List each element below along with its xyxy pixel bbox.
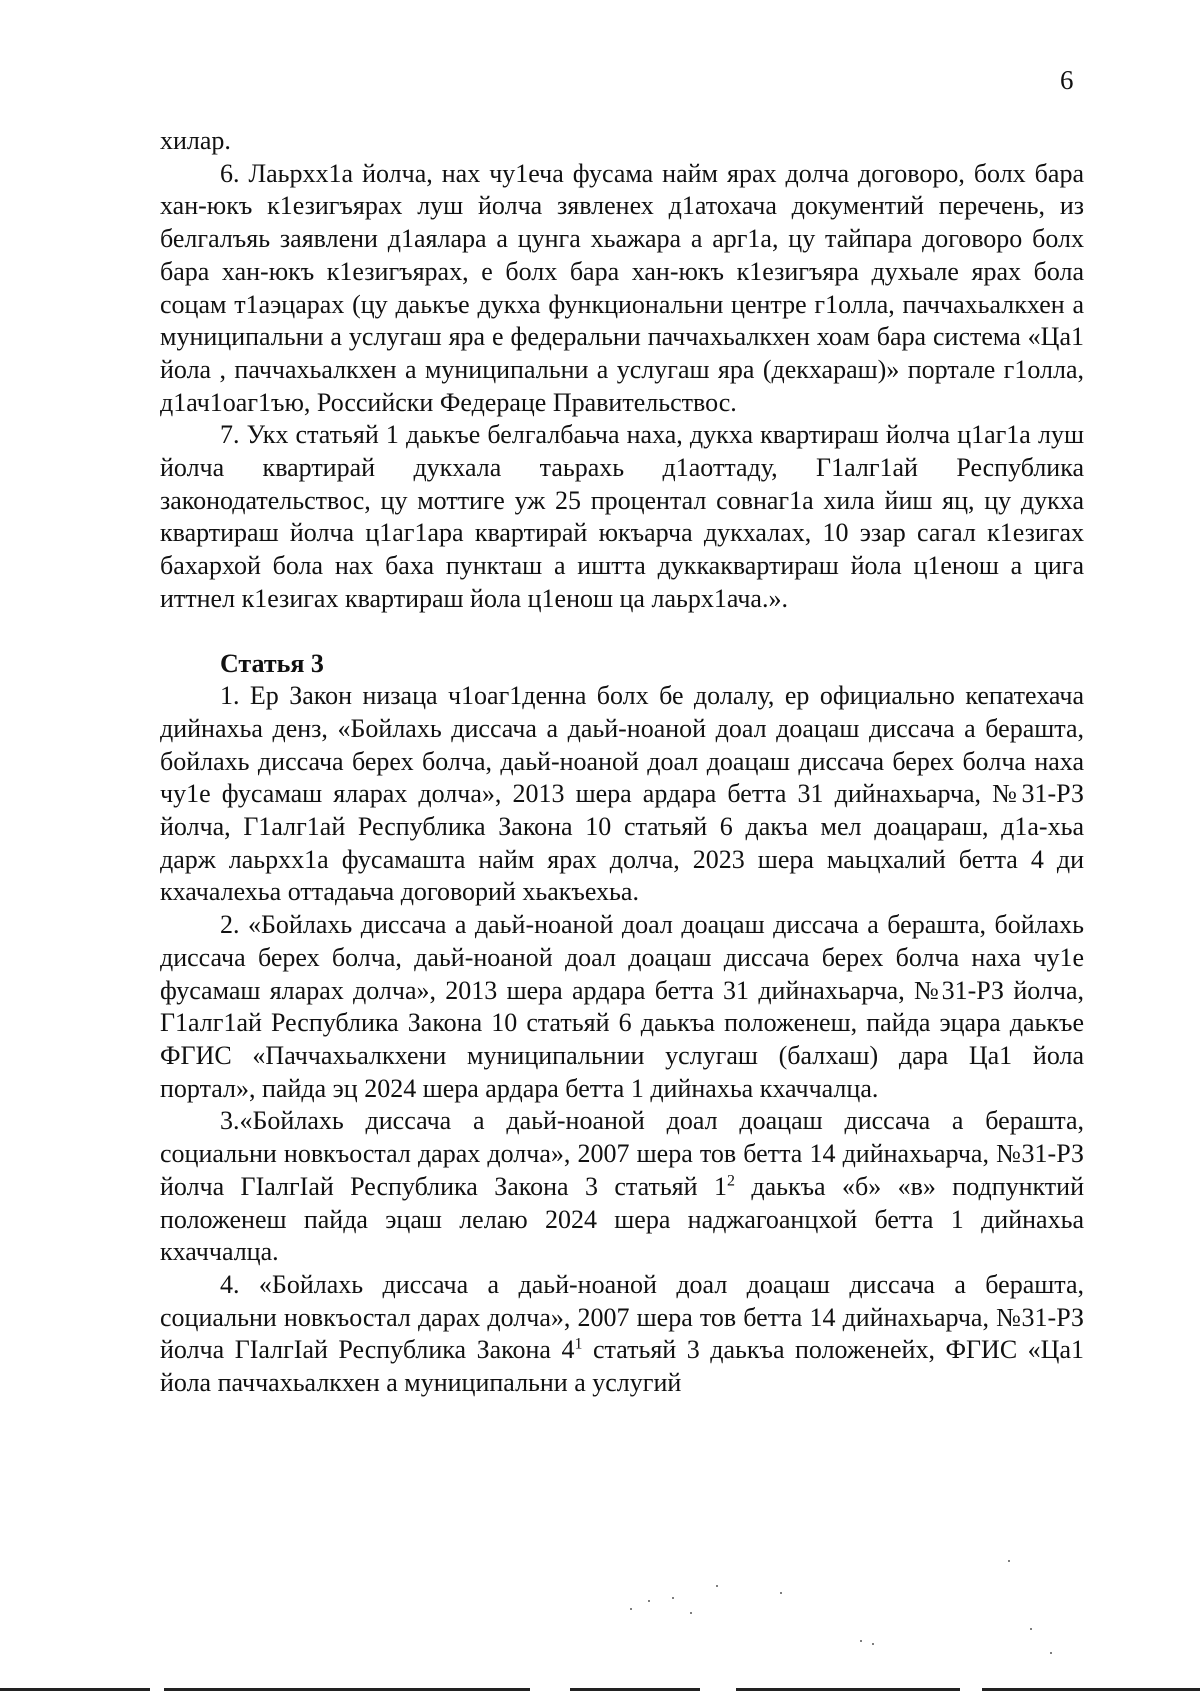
scan-edge-gap xyxy=(700,1686,736,1693)
article-3-item-3-text-rest: даькъа «б» «в» подпунктий положенеш пайда эцаш лелаю 2024 шера наджагоанцхой бетта 1 дийнахьа кхаччалца. xyxy=(160,1171,1085,1267)
scan-speck xyxy=(716,1585,718,1587)
article-3-item-2: 2. «Бойлахь диссача а даьй-ноаной доал доацаш диссача а берашта, бойлахь диссача берех болча, даьй-ноаной доал доацаш диссача берех болча наха чу1е фусамаш яларах долча», 2013 шера ардара бетта 31 дийнахьарча, №31-РЗ йолча, Г1алг1ай Республика Закона 10 статьяй 6 даькъа положенеш, пайда эцара даькъе ФГИС «Паччахьалкхени муниципальнии услугаш (балхаш) дара Ца1 йола портал», пайда эц 2024 шера ардара бетта 1 дийнахьа кхаччалца. xyxy=(160,910,1084,1103)
article-3-item-4 xyxy=(160,1269,1084,1400)
article-3-item-4-superscript: 1 xyxy=(574,1335,583,1353)
scan-speck xyxy=(630,1608,632,1610)
article-3-item-3-text: 3.«Бойлахь диссача а даьй-ноаной доал доацаш диссача а берашта, социальни новкъостал дарах долча», 2007 шера тов бетта 14 дийнахьарча, №31-РЗ йолча ГIалгIай Республика Закона 3 статьяй 1 xyxy=(160,1106,1084,1201)
paragraph-item-6: 6. Лаьрхх1а йолча, нах чу1еча фусама найм ярах долча договоро, болх бара хан-юкъ к1езигъярах луш йолча зявленех д1атохача документий перечень, из белгалъяь заявлени д1аялара а цунга хьажара а арг1а, цу тайпара договоро болх бара хан-юкъ к1езигъярах, е болх бара хан-юкъ к1езигъяра духьале ярах бола соцам т1аэцарах (цу даькъе дукха функциональни центре г1олла, паччахьалкхен а муниципальни а услугаш яра е федеральни паччахьалкхен хоам бара система «Ца1 йола , паччахьалкхен а муниципальни а услугаш яра (декхараш)» портале г1олла, д1ач1оаг1ъю, Российски Федераце Правительствос. xyxy=(160,158,1084,417)
article-3-item-3-superscript: 2 xyxy=(726,1172,735,1190)
scan-speck xyxy=(690,1612,692,1614)
article-3-item-3 xyxy=(160,1105,1084,1269)
section-spacer xyxy=(160,616,1084,648)
page-number: 6 xyxy=(1060,65,1074,95)
scan-edge-gap xyxy=(530,1686,570,1693)
scan-speck xyxy=(1008,1560,1010,1562)
scan-speck xyxy=(780,1592,782,1594)
article-3-item-1: 1. Ер Закон низаца ч1оаг1денна болх бе долалу, ер официально кепатехача дийнахьа денз, «Бойлахь диссача а даьй-ноаной доал доацаш диссача а берашта, бойлахь диссача берех болча, даьй-ноаной доал доацаш диссача берех болча наха чу1е фусамаш яларах долча», 2013 шера ардара бетта 31 дийнахьарча, №31-РЗ йолча, Г1алг1ай Республика Закона 10 статьяй 6 дакъа мел доацараш, д1а-хьа дарж лаьрхх1а фусамашта найм ярах долча, 2023 шера маьцхалий бетта 4 ди кхачалехьа оттадаьча договорий хьакъехьа. xyxy=(160,681,1084,907)
scan-edge-gap xyxy=(960,1686,982,1693)
scan-edge-line xyxy=(0,1688,1200,1691)
scan-speck xyxy=(648,1600,650,1602)
scan-edge-gap xyxy=(150,1686,164,1693)
scan-speck xyxy=(1030,1628,1032,1630)
paragraph-continuation: хилар. xyxy=(160,126,231,155)
article-3-item-4-text-rest: статьяй 3 даькъа положенейх, ФГИС «Ца1 йола паччахьалкхен а муниципальни а услугий xyxy=(160,1335,1085,1398)
scan-speck xyxy=(872,1643,874,1645)
article-3-item-4-text: 4. «Бойлахь диссача а даьй-ноаной доал доацаш диссача а берашта, социальни новкъостал дарах долча», 2007 шера тов бетта 14 дийнахьарча, №31-РЗ йолча ГIалгIай Республика Закона 4 xyxy=(160,1269,1084,1365)
scan-speck xyxy=(860,1640,862,1642)
scan-speck xyxy=(672,1597,674,1599)
article-title: Статья 3 xyxy=(220,648,324,678)
paragraph-item-7: 7. Укх статьяй 1 даькъе белгалбаьча наха, дукха квартираш йолча ц1аг1а луш йолча квартирай дукхала таьрахь д1аоттаду, Г1алг1ай Республика законодательствос, цу моттиге уж 25 процентал совнаг1а хила йиш яц, цу дукха квартираш йолча ц1аг1ара квартирай юкъарча дукхалах, 10 эзар сагал к1езигах бахархой бола нах баха пункташ а иштта дуккаквартираш йола ц1енош а цига иттнел к1езигах квартираш йола ц1енош ца лаьрх1ача.». xyxy=(160,420,1084,613)
scan-speck xyxy=(1050,1652,1052,1654)
document-body xyxy=(160,125,1084,1400)
